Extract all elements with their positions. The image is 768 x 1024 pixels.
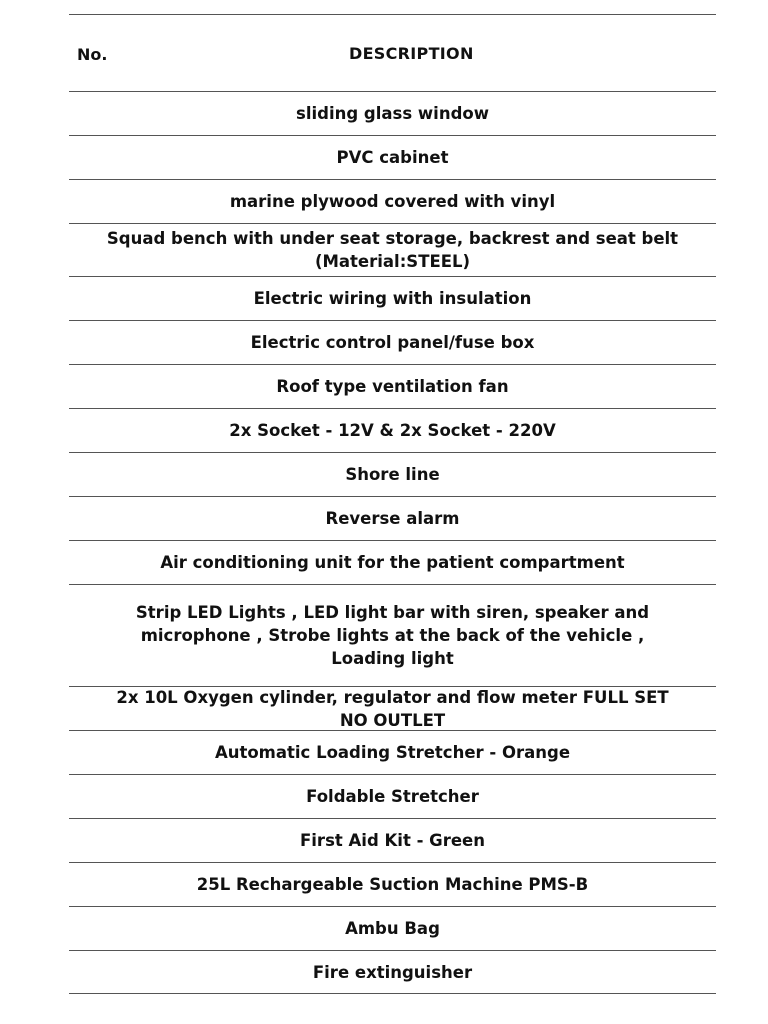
table-row	[69, 223, 716, 276]
row-description: PVC cabinet	[336, 148, 449, 167]
table-row	[69, 774, 716, 818]
row-description: Foldable Stretcher	[306, 787, 479, 806]
row-description: Reverse alarm	[325, 509, 460, 528]
table-row	[69, 950, 716, 994]
table-row	[69, 686, 716, 730]
row-description: 25L Rechargeable Suction Machine PMS-B	[196, 875, 589, 894]
row-description: Automatic Loading Stretcher - Orange	[214, 743, 571, 762]
row-description: First Aid Kit - Green	[300, 831, 485, 850]
table-row	[69, 862, 716, 906]
table-row	[69, 179, 716, 223]
table-row	[69, 540, 716, 584]
column-header-no: No.	[77, 45, 108, 64]
row-description: Shore line	[345, 465, 440, 484]
table-row	[69, 91, 716, 135]
table-row	[69, 135, 716, 179]
row-description: 2x 10L Oxygen cylinder, regulator and flow meter FULL SET NO OUTLET	[116, 687, 669, 730]
equipment-table	[69, 14, 716, 994]
table-row	[69, 584, 716, 686]
row-description: Electric wiring with insulation	[253, 289, 532, 308]
table-row	[69, 818, 716, 862]
table-row	[69, 906, 716, 950]
row-description: Strip LED Lights , LED light bar with siren, speaker and microphone , Strobe lights at the back of the vehicle , Loading light	[135, 603, 650, 668]
row-description: Squad bench with under seat storage, backrest and seat belt (Material:STEEL)	[106, 229, 679, 271]
column-header-description: DESCRIPTION	[349, 44, 474, 63]
table-row	[69, 452, 716, 496]
table-header-row	[69, 14, 716, 91]
row-description: Fire extinguisher	[312, 962, 473, 982]
table-row	[69, 364, 716, 408]
row-description: Ambu Bag	[345, 919, 440, 938]
table-row	[69, 408, 716, 452]
row-description: sliding glass window	[296, 104, 489, 123]
table-row	[69, 730, 716, 774]
table-row	[69, 276, 716, 320]
row-description: Roof type ventilation fan	[276, 377, 509, 396]
row-description: Electric control panel/fuse box	[250, 333, 535, 352]
row-description: Air conditioning unit for the patient compartment	[160, 553, 625, 572]
table-row	[69, 496, 716, 540]
row-description: 2x Socket - 12V & 2x Socket - 220V	[229, 421, 556, 440]
row-description: marine plywood covered with vinyl	[229, 192, 556, 211]
table-row	[69, 320, 716, 364]
